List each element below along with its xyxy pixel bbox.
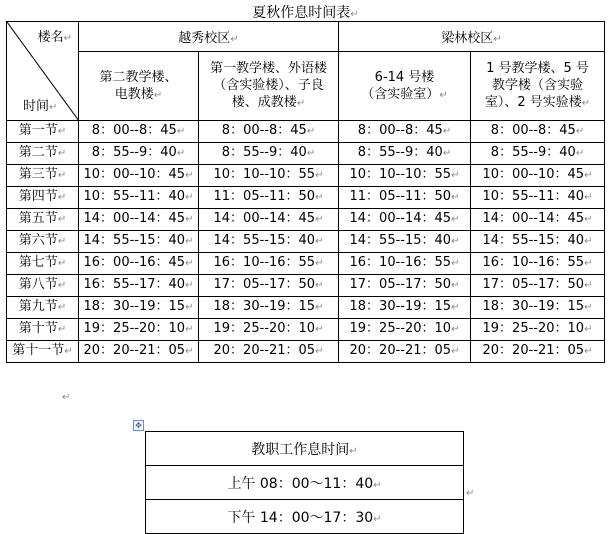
- time-cell: 16：55--17：40↵: [79, 275, 199, 297]
- building-header-line: （含实验室）: [361, 86, 440, 102]
- time-cell: 17：05--17：50↵: [471, 275, 605, 297]
- building-header-cell: [79, 52, 199, 121]
- time-cell: 10：10--10：55↵: [339, 165, 471, 187]
- period-cell: 第六节↵: [7, 231, 79, 253]
- time-cell: 8：00--8：45↵: [199, 121, 339, 143]
- time-cell: 10：55--11：40↵: [79, 187, 199, 209]
- paragraph-mark: ↵: [439, 89, 448, 101]
- period-cell: 第五节↵: [7, 209, 79, 231]
- period-cell: 第十一节↵: [7, 341, 79, 363]
- time-cell: 20：20--21：05↵: [339, 341, 471, 363]
- building-header-line: 电教楼: [114, 86, 154, 102]
- corner-bottom-label: 时间↵: [23, 99, 58, 114]
- building-header-line: 第二教学楼、: [99, 69, 178, 85]
- time-cell: 19：25--20：10↵: [79, 319, 199, 341]
- time-cell: 16：10--16：55↵: [471, 253, 605, 275]
- paragraph-mark: ↵: [153, 89, 163, 101]
- paragraph-mark: ↵: [350, 9, 359, 20]
- building-header-line: 6-14 号楼: [374, 69, 435, 85]
- time-cell: 14：55--15：40↵: [79, 231, 199, 253]
- schedule-table: [6, 21, 605, 363]
- paragraph-mark: ↵: [62, 392, 71, 403]
- table-row: [7, 341, 605, 363]
- time-cell: 17：05--17：50↵: [339, 275, 471, 297]
- staff-afternoon-cell: 下午 14：00～17：30↵: [146, 500, 464, 534]
- table-row: [7, 121, 605, 143]
- time-cell: 20：20--21：05↵: [199, 341, 339, 363]
- building-header-line: 教学楼（含实验: [491, 78, 583, 93]
- time-cell: 20：20--21：05↵: [471, 341, 605, 363]
- corner-header-cell: [7, 22, 79, 121]
- period-cell: 第一节↵: [7, 121, 79, 143]
- time-cell: 11：05--11：50↵: [339, 187, 471, 209]
- period-cell: 第二节↵: [7, 143, 79, 165]
- time-cell: 18：30--19：15↵: [199, 297, 339, 319]
- time-cell: 8：00--8：45↵: [79, 121, 199, 143]
- time-cell: 14：55--15：40↵: [199, 231, 339, 253]
- time-cell: 18：30--19：15↵: [79, 297, 199, 319]
- time-cell: 19：25--20：10↵: [339, 319, 471, 341]
- staff-schedule-table: [145, 431, 464, 534]
- time-cell: 10：00--10：45↵: [471, 165, 605, 187]
- time-cell: 14：00--14：45↵: [339, 209, 471, 231]
- period-cell: 第十节↵: [7, 319, 79, 341]
- time-cell: 17：05--17：50↵: [199, 275, 339, 297]
- campus-header-lianglin: 梁林校区↵: [339, 22, 605, 52]
- corner-top-label: 楼名↵: [37, 30, 72, 45]
- period-cell: 第三节↵: [7, 165, 79, 187]
- time-cell: 19：25--20：10↵: [199, 319, 339, 341]
- time-cell: 16：10--16：55↵: [199, 253, 339, 275]
- building-header-cell: [339, 52, 471, 121]
- table-row: [7, 319, 605, 341]
- time-cell: 19：25--20：10↵: [471, 319, 605, 341]
- table-row: [7, 253, 605, 275]
- time-cell: 10：00--10：45↵: [79, 165, 199, 187]
- time-cell: 8：55--9：40↵: [199, 143, 339, 165]
- time-cell: 8：55--9：40↵: [339, 143, 471, 165]
- time-cell: 14：55--15：40↵: [471, 231, 605, 253]
- campus-header-yuexiu: 越秀校区↵: [79, 22, 339, 52]
- table-row: [7, 209, 605, 231]
- staff-title-cell: 教职工作息时间↵: [146, 432, 464, 466]
- building-header-line: （含实验楼）、子良: [213, 78, 324, 93]
- building-header-line: 第一教学楼、外语楼: [209, 61, 327, 76]
- table-row: [7, 275, 605, 297]
- table-row: [7, 143, 605, 165]
- paragraph-mark: ↵: [296, 98, 306, 109]
- time-cell: 8：00--8：45↵: [471, 121, 605, 143]
- time-cell: 8：55--9：40↵: [79, 143, 199, 165]
- time-cell: 14：00--14：45↵: [199, 209, 339, 231]
- table-row: [7, 297, 605, 319]
- building-header-line: 1 号教学楼、5 号: [486, 61, 589, 76]
- time-cell: 11：05--11：50↵: [199, 187, 339, 209]
- period-cell: 第八节↵: [7, 275, 79, 297]
- time-cell: 14：55--15：40↵: [339, 231, 471, 253]
- time-cell: 16：00--16：45↵: [79, 253, 199, 275]
- time-cell: 18：30--19：15↵: [339, 297, 471, 319]
- time-cell: 16：10--16：55↵: [339, 253, 471, 275]
- time-cell: 14：00--14：45↵: [471, 209, 605, 231]
- time-cell: 14：00--14：45↵: [79, 209, 199, 231]
- title-text: 夏秋作息时间表: [252, 5, 351, 21]
- staff-morning-cell: 上午 08：00～11：40↵: [146, 466, 464, 500]
- time-cell: 8：55--9：40↵: [471, 143, 605, 165]
- time-cell: 10：10--10：55↵: [199, 165, 339, 187]
- building-header-line: 楼、成教楼: [231, 95, 297, 110]
- building-header-line: 室）、2 号实验楼: [484, 95, 582, 110]
- time-cell: 18：30--19：15↵: [471, 297, 605, 319]
- time-cell: 20：20--21：05↵: [79, 341, 199, 363]
- table-row: [7, 165, 605, 187]
- building-header-cell: [199, 52, 339, 121]
- paragraph-mark: ↵: [581, 98, 591, 109]
- period-cell: 第九节↵: [7, 297, 79, 319]
- building-header-cell: [471, 52, 605, 121]
- paragraph-mark: ↵: [466, 488, 475, 499]
- time-cell: 8：00--8：45↵: [339, 121, 471, 143]
- table-row: [7, 231, 605, 253]
- table-row: [7, 187, 605, 209]
- move-cross-icon[interactable]: ✥: [133, 420, 144, 431]
- time-cell: 10：55--11：40↵: [471, 187, 605, 209]
- period-cell: 第七节↵: [7, 253, 79, 275]
- period-cell: 第四节↵: [7, 187, 79, 209]
